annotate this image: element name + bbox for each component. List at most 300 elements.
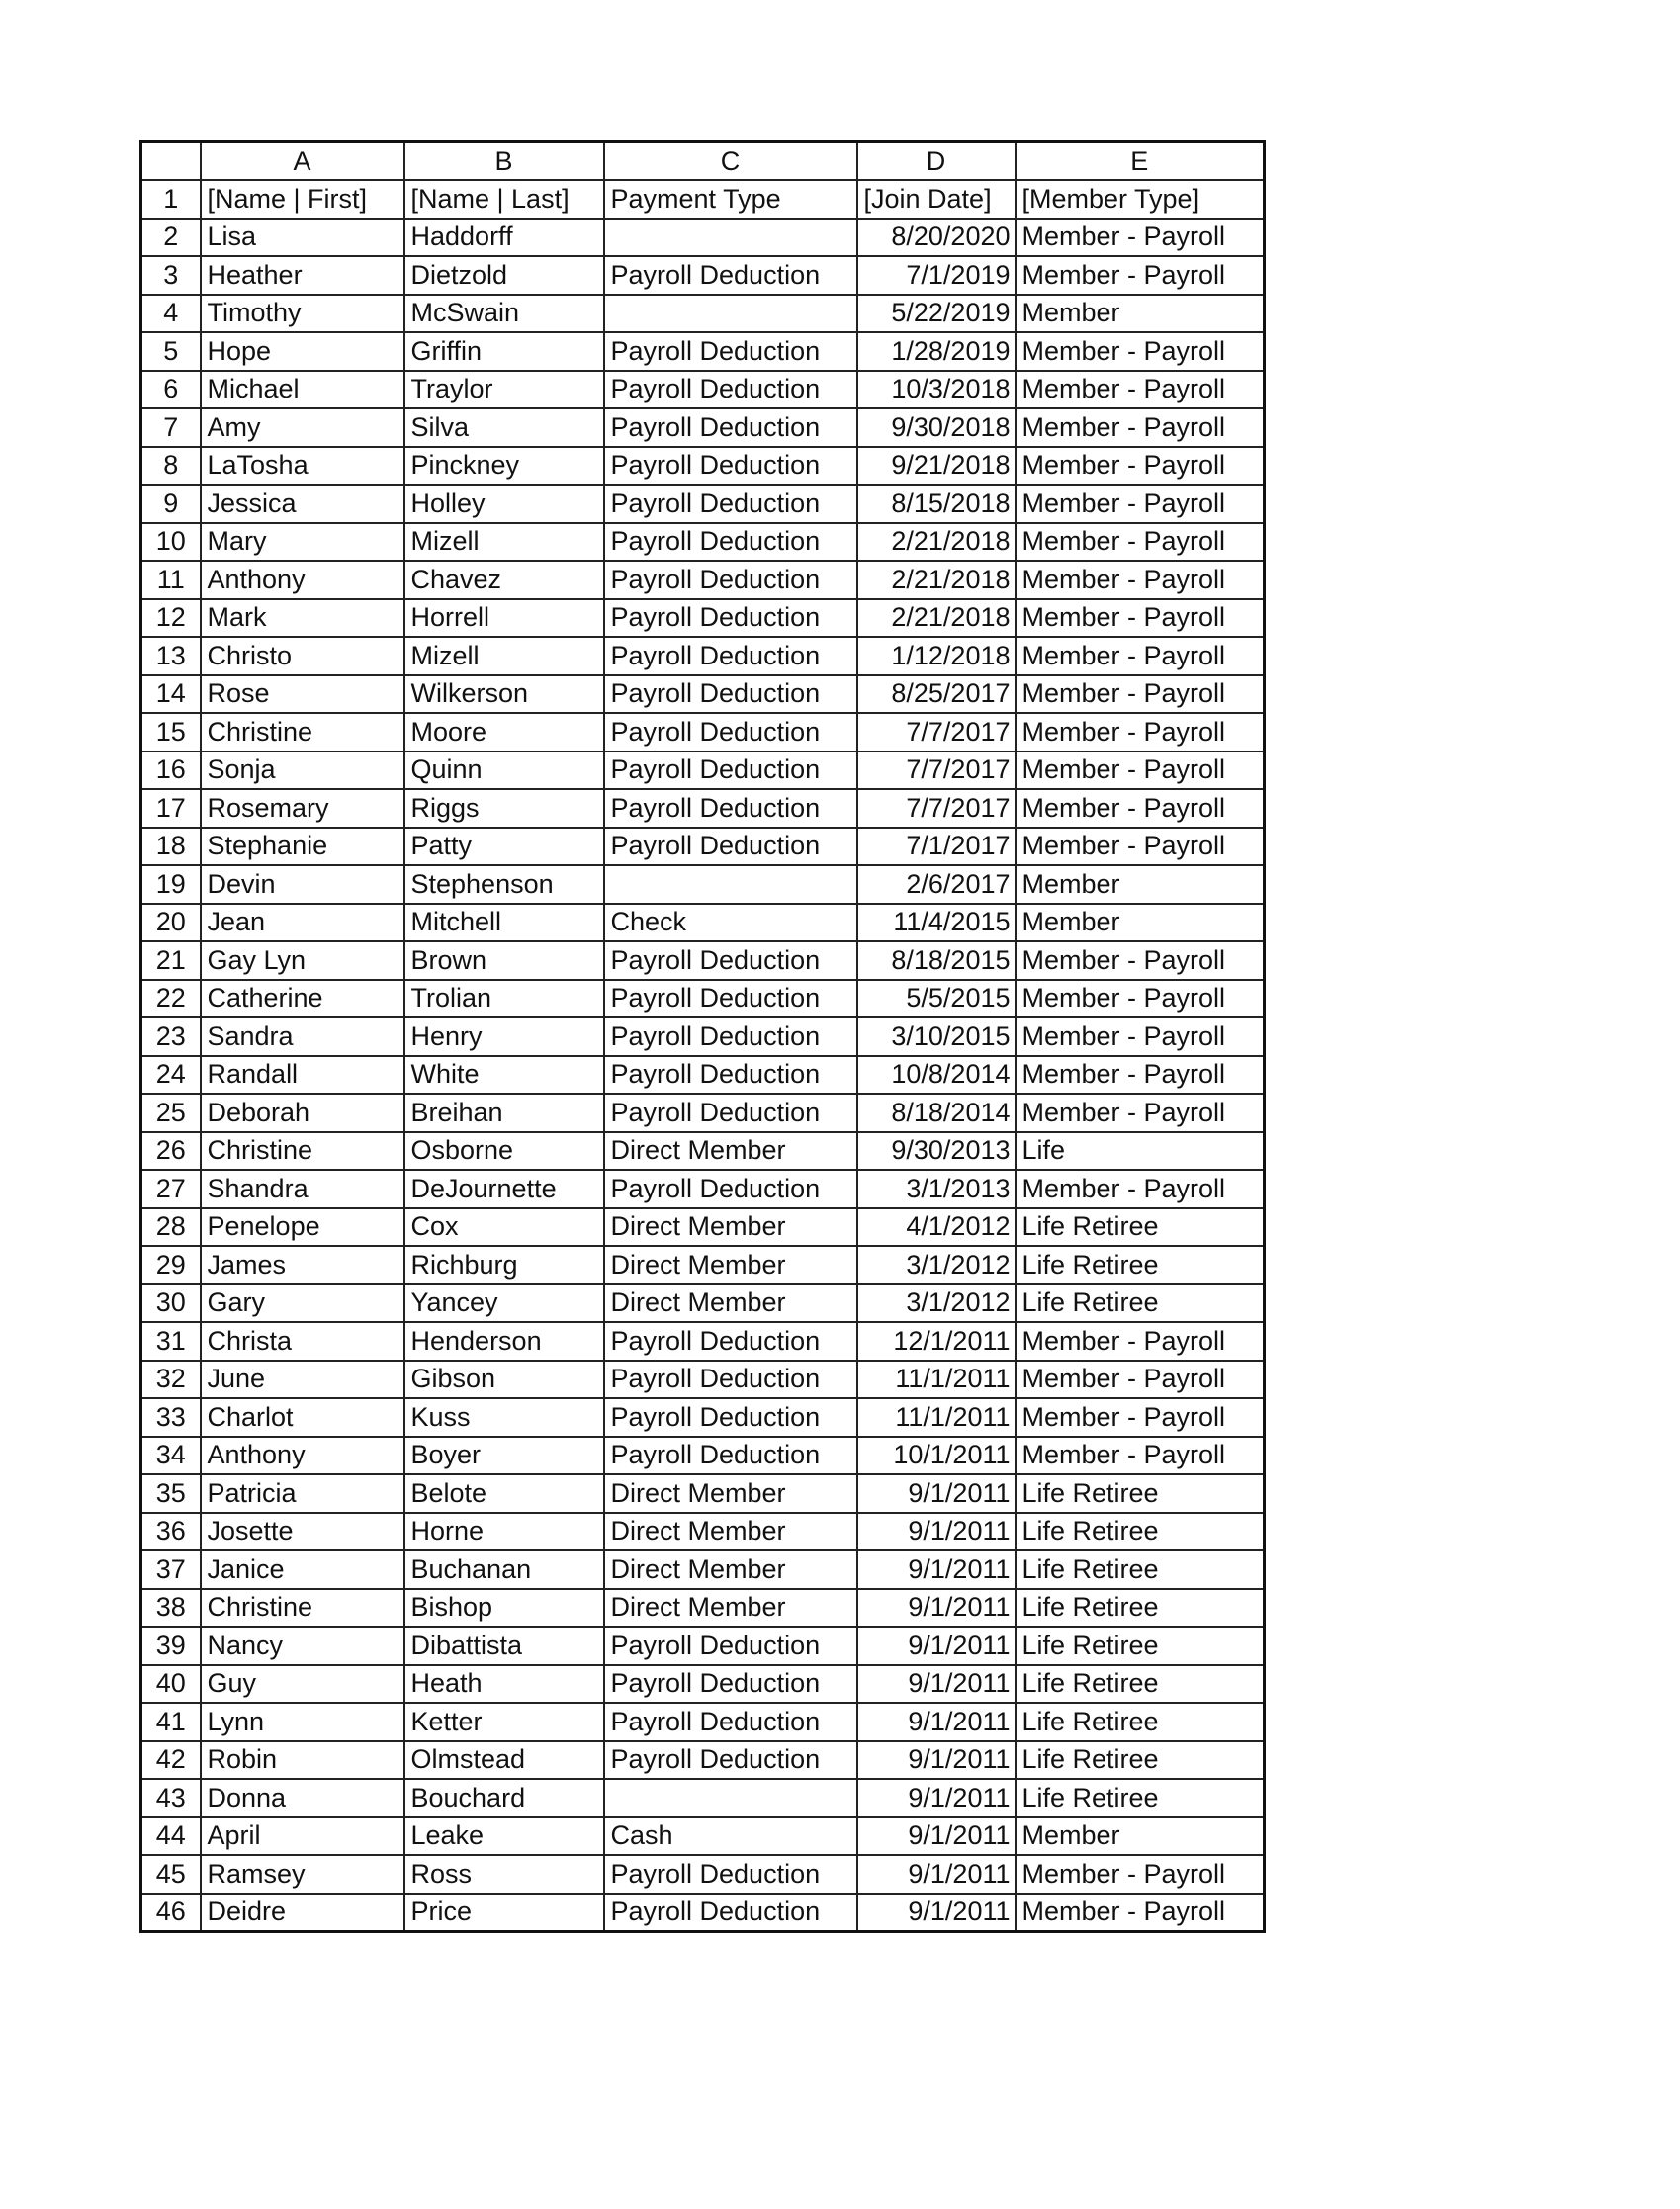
member-type-cell: Life Retiree	[1016, 1284, 1265, 1323]
last-name-cell: Henderson	[404, 1322, 604, 1361]
row-number: 46	[141, 1894, 201, 1932]
first-name-cell: Christine	[201, 713, 404, 751]
column-letter-e: E	[1016, 142, 1265, 181]
table-row	[141, 1817, 1265, 1856]
first-name-cell: Deidre	[201, 1894, 404, 1932]
row-number: 30	[141, 1284, 201, 1323]
row-number: 6	[141, 371, 201, 409]
row-number: 26	[141, 1132, 201, 1171]
payment-type-cell: Direct Member	[604, 1246, 857, 1284]
row-number: 29	[141, 1246, 201, 1284]
last-name-cell: Olmstead	[404, 1741, 604, 1780]
payment-type-cell	[604, 219, 857, 257]
first-name-cell: Timothy	[201, 295, 404, 333]
payment-type-cell	[604, 1779, 857, 1817]
join-date-cell: 7/1/2019	[857, 256, 1016, 295]
first-name-cell: Devin	[201, 865, 404, 904]
first-name-cell: LaTosha	[201, 447, 404, 486]
row-number: 42	[141, 1741, 201, 1780]
row-number: 7	[141, 408, 201, 447]
header-join-date: [Join Date]	[857, 180, 1016, 219]
member-type-cell: Member	[1016, 865, 1265, 904]
table-row	[141, 1170, 1265, 1208]
first-name-cell: James	[201, 1246, 404, 1284]
table-row	[141, 675, 1265, 714]
payment-type-cell: Payroll Deduction	[604, 1322, 857, 1361]
member-type-cell: Member - Payroll	[1016, 1094, 1265, 1132]
last-name-cell: Price	[404, 1894, 604, 1932]
table-row	[141, 1361, 1265, 1399]
table-row	[141, 828, 1265, 866]
join-date-cell: 3/1/2012	[857, 1284, 1016, 1323]
payment-type-cell: Payroll Deduction	[604, 713, 857, 751]
first-name-cell: Hope	[201, 332, 404, 371]
row-number: 21	[141, 941, 201, 980]
join-date-cell: 3/1/2012	[857, 1246, 1016, 1284]
first-name-cell: Mark	[201, 599, 404, 638]
first-name-cell: Amy	[201, 408, 404, 447]
join-date-cell: 11/1/2011	[857, 1361, 1016, 1399]
payment-type-cell: Direct Member	[604, 1474, 857, 1513]
first-name-cell: Lynn	[201, 1703, 404, 1741]
member-type-cell: Member - Payroll	[1016, 751, 1265, 790]
row-number: 14	[141, 675, 201, 714]
payment-type-cell: Payroll Deduction	[604, 1094, 857, 1132]
last-name-cell: Brown	[404, 941, 604, 980]
join-date-cell: 9/1/2011	[857, 1894, 1016, 1932]
table-row	[141, 865, 1265, 904]
last-name-cell: Wilkerson	[404, 675, 604, 714]
payment-type-cell: Payroll Deduction	[604, 1741, 857, 1780]
table-row	[141, 1779, 1265, 1817]
payment-type-cell	[604, 865, 857, 904]
payment-type-cell: Payroll Deduction	[604, 941, 857, 980]
member-type-cell: Member - Payroll	[1016, 941, 1265, 980]
first-name-cell: Gary	[201, 1284, 404, 1323]
payment-type-cell: Direct Member	[604, 1284, 857, 1323]
payment-type-cell: Direct Member	[604, 1132, 857, 1171]
payment-type-cell: Payroll Deduction	[604, 485, 857, 523]
last-name-cell: Haddorff	[404, 219, 604, 257]
table-row	[141, 408, 1265, 447]
last-name-cell: Breihan	[404, 1094, 604, 1132]
column-letter-c: C	[604, 142, 857, 181]
row-number: 27	[141, 1170, 201, 1208]
member-type-cell: Member - Payroll	[1016, 1437, 1265, 1475]
payment-type-cell: Payroll Deduction	[604, 332, 857, 371]
last-name-cell: Cox	[404, 1208, 604, 1247]
join-date-cell: 8/20/2020	[857, 219, 1016, 257]
table-row	[141, 295, 1265, 333]
last-name-cell: Griffin	[404, 332, 604, 371]
member-type-cell: Member - Payroll	[1016, 523, 1265, 562]
table-row	[141, 485, 1265, 523]
join-date-cell: 2/21/2018	[857, 523, 1016, 562]
first-name-cell: Donna	[201, 1779, 404, 1817]
member-type-cell: Member - Payroll	[1016, 1361, 1265, 1399]
last-name-cell: Dibattista	[404, 1627, 604, 1665]
row-number: 24	[141, 1056, 201, 1095]
payment-type-cell: Payroll Deduction	[604, 1056, 857, 1095]
first-name-cell: Sandra	[201, 1017, 404, 1056]
payment-type-cell: Payroll Deduction	[604, 828, 857, 866]
last-name-cell: Gibson	[404, 1361, 604, 1399]
first-name-cell: Michael	[201, 371, 404, 409]
table-row	[141, 1437, 1265, 1475]
member-type-cell: Member	[1016, 1817, 1265, 1856]
row-number: 9	[141, 485, 201, 523]
join-date-cell: 10/8/2014	[857, 1056, 1016, 1095]
column-letter-header	[141, 142, 1265, 181]
last-name-cell: Bouchard	[404, 1779, 604, 1817]
row-number: 17	[141, 789, 201, 828]
join-date-cell: 8/15/2018	[857, 485, 1016, 523]
join-date-cell: 5/22/2019	[857, 295, 1016, 333]
row-number: 8	[141, 447, 201, 486]
row-number: 2	[141, 219, 201, 257]
last-name-cell: Riggs	[404, 789, 604, 828]
join-date-cell: 9/1/2011	[857, 1550, 1016, 1589]
member-type-cell: Member - Payroll	[1016, 1170, 1265, 1208]
first-name-cell: Jessica	[201, 485, 404, 523]
payment-type-cell: Payroll Deduction	[604, 1017, 857, 1056]
table-row	[141, 980, 1265, 1018]
member-type-cell: Life Retiree	[1016, 1550, 1265, 1589]
last-name-cell: Henry	[404, 1017, 604, 1056]
first-name-cell: Christa	[201, 1322, 404, 1361]
header-payment-type: Payment Type	[604, 180, 857, 219]
member-type-cell: Member - Payroll	[1016, 1056, 1265, 1095]
row-number: 32	[141, 1361, 201, 1399]
table-row	[141, 1627, 1265, 1665]
last-name-cell: Mitchell	[404, 904, 604, 942]
member-type-cell: Member - Payroll	[1016, 371, 1265, 409]
last-name-cell: Trolian	[404, 980, 604, 1018]
row-number: 12	[141, 599, 201, 638]
table-row	[141, 1894, 1265, 1932]
first-name-cell: Nancy	[201, 1627, 404, 1665]
first-name-cell: Sonja	[201, 751, 404, 790]
member-type-cell: Life Retiree	[1016, 1741, 1265, 1780]
table-row	[141, 751, 1265, 790]
row-number: 41	[141, 1703, 201, 1741]
row-number: 4	[141, 295, 201, 333]
first-name-cell: Guy	[201, 1665, 404, 1704]
row-number: 43	[141, 1779, 201, 1817]
first-name-cell: Mary	[201, 523, 404, 562]
row-number: 19	[141, 865, 201, 904]
member-type-cell: Member - Payroll	[1016, 447, 1265, 486]
join-date-cell: 9/1/2011	[857, 1589, 1016, 1628]
payment-type-cell: Payroll Deduction	[604, 637, 857, 675]
join-date-cell: 9/1/2011	[857, 1741, 1016, 1780]
payment-type-cell: Direct Member	[604, 1513, 857, 1551]
last-name-cell: Holley	[404, 485, 604, 523]
member-type-cell: Member - Payroll	[1016, 1322, 1265, 1361]
member-type-cell: Member - Payroll	[1016, 675, 1265, 714]
column-letter-b: B	[404, 142, 604, 181]
payment-type-cell: Cash	[604, 1817, 857, 1856]
first-name-cell: April	[201, 1817, 404, 1856]
row-number: 10	[141, 523, 201, 562]
join-date-cell: 5/5/2015	[857, 980, 1016, 1018]
member-type-cell: Member - Payroll	[1016, 219, 1265, 257]
join-date-cell: 9/1/2011	[857, 1703, 1016, 1741]
join-date-cell: 2/6/2017	[857, 865, 1016, 904]
row-number: 11	[141, 561, 201, 599]
last-name-cell: Yancey	[404, 1284, 604, 1323]
payment-type-cell: Payroll Deduction	[604, 371, 857, 409]
last-name-cell: McSwain	[404, 295, 604, 333]
first-name-cell: Rose	[201, 675, 404, 714]
first-name-cell: Christine	[201, 1589, 404, 1628]
join-date-cell: 7/7/2017	[857, 789, 1016, 828]
first-name-cell: Deborah	[201, 1094, 404, 1132]
join-date-cell: 9/21/2018	[857, 447, 1016, 486]
table-row	[141, 1550, 1265, 1589]
member-type-cell: Life Retiree	[1016, 1589, 1265, 1628]
table-row	[141, 523, 1265, 562]
row-number: 40	[141, 1665, 201, 1704]
row-number: 15	[141, 713, 201, 751]
join-date-cell: 2/21/2018	[857, 561, 1016, 599]
row-number: 31	[141, 1322, 201, 1361]
member-type-cell: Member - Payroll	[1016, 1855, 1265, 1894]
first-name-cell: Charlot	[201, 1398, 404, 1437]
payment-type-cell: Payroll Deduction	[604, 1627, 857, 1665]
member-type-cell: Member - Payroll	[1016, 789, 1265, 828]
row-number: 36	[141, 1513, 201, 1551]
join-date-cell: 9/30/2018	[857, 408, 1016, 447]
payment-type-cell: Payroll Deduction	[604, 1894, 857, 1932]
payment-type-cell: Payroll Deduction	[604, 1170, 857, 1208]
member-type-cell: Life Retiree	[1016, 1779, 1265, 1817]
first-name-cell: June	[201, 1361, 404, 1399]
column-letter-row	[141, 142, 1265, 181]
first-name-cell: Rosemary	[201, 789, 404, 828]
payment-type-cell: Direct Member	[604, 1208, 857, 1247]
member-type-cell: Life Retiree	[1016, 1513, 1265, 1551]
last-name-cell: Richburg	[404, 1246, 604, 1284]
join-date-cell: 3/1/2013	[857, 1170, 1016, 1208]
member-type-cell: Life Retiree	[1016, 1246, 1265, 1284]
first-name-cell: Catherine	[201, 980, 404, 1018]
last-name-cell: Moore	[404, 713, 604, 751]
join-date-cell: 11/4/2015	[857, 904, 1016, 942]
join-date-cell: 9/1/2011	[857, 1627, 1016, 1665]
last-name-cell: Stephenson	[404, 865, 604, 904]
member-type-cell: Member - Payroll	[1016, 1398, 1265, 1437]
column-letter-d: D	[857, 142, 1016, 181]
row-number: 39	[141, 1627, 201, 1665]
table-row	[141, 1855, 1265, 1894]
join-date-cell: 1/28/2019	[857, 332, 1016, 371]
last-name-cell: Buchanan	[404, 1550, 604, 1589]
row-number: 16	[141, 751, 201, 790]
last-name-cell: Pinckney	[404, 447, 604, 486]
join-date-cell: 1/12/2018	[857, 637, 1016, 675]
payment-type-cell: Payroll Deduction	[604, 751, 857, 790]
last-name-cell: Patty	[404, 828, 604, 866]
first-name-cell: Shandra	[201, 1170, 404, 1208]
first-name-cell: Penelope	[201, 1208, 404, 1247]
member-type-cell: Life Retiree	[1016, 1208, 1265, 1247]
header-member-type: [Member Type]	[1016, 180, 1265, 219]
last-name-cell: Quinn	[404, 751, 604, 790]
join-date-cell: 8/25/2017	[857, 675, 1016, 714]
row-number: 34	[141, 1437, 201, 1475]
payment-type-cell: Payroll Deduction	[604, 447, 857, 486]
header-first-name: [Name | First]	[201, 180, 404, 219]
table-row	[141, 447, 1265, 486]
member-type-cell: Member - Payroll	[1016, 713, 1265, 751]
table-row	[141, 941, 1265, 980]
payment-type-cell: Payroll Deduction	[604, 561, 857, 599]
row-number: 37	[141, 1550, 201, 1589]
first-name-cell: Ramsey	[201, 1855, 404, 1894]
spreadsheet-body	[141, 180, 1265, 1932]
member-type-cell: Member - Payroll	[1016, 1894, 1265, 1932]
payment-type-cell: Payroll Deduction	[604, 980, 857, 1018]
first-name-cell: Heather	[201, 256, 404, 295]
member-type-cell: Member - Payroll	[1016, 332, 1265, 371]
first-name-cell: Jean	[201, 904, 404, 942]
row-number: 25	[141, 1094, 201, 1132]
member-type-cell: Life Retiree	[1016, 1665, 1265, 1704]
first-name-cell: Patricia	[201, 1474, 404, 1513]
table-row	[141, 1208, 1265, 1247]
last-name-cell: Heath	[404, 1665, 604, 1704]
last-name-cell: Horrell	[404, 599, 604, 638]
last-name-cell: Belote	[404, 1474, 604, 1513]
member-type-cell: Life	[1016, 1132, 1265, 1171]
table-row	[141, 1056, 1265, 1095]
table-row	[141, 904, 1265, 942]
payment-type-cell: Payroll Deduction	[604, 1665, 857, 1704]
last-name-cell: Ketter	[404, 1703, 604, 1741]
join-date-cell: 10/3/2018	[857, 371, 1016, 409]
last-name-cell: Chavez	[404, 561, 604, 599]
join-date-cell: 7/7/2017	[857, 751, 1016, 790]
payment-type-cell: Payroll Deduction	[604, 1703, 857, 1741]
row-number: 28	[141, 1208, 201, 1247]
table-row	[141, 1513, 1265, 1551]
first-name-cell: Christine	[201, 1132, 404, 1171]
payment-type-cell	[604, 295, 857, 333]
row-number: 33	[141, 1398, 201, 1437]
member-type-cell: Member - Payroll	[1016, 599, 1265, 638]
table-row	[141, 256, 1265, 295]
table-row	[141, 713, 1265, 751]
table-row	[141, 637, 1265, 675]
payment-type-cell: Payroll Deduction	[604, 1437, 857, 1475]
member-type-cell: Member	[1016, 904, 1265, 942]
last-name-cell: Boyer	[404, 1437, 604, 1475]
join-date-cell: 3/10/2015	[857, 1017, 1016, 1056]
member-type-cell: Life Retiree	[1016, 1703, 1265, 1741]
payment-type-cell: Payroll Deduction	[604, 599, 857, 638]
first-name-cell: Gay Lyn	[201, 941, 404, 980]
last-name-cell: Ross	[404, 1855, 604, 1894]
table-row	[141, 1246, 1265, 1284]
row-number: 38	[141, 1589, 201, 1628]
row-number: 23	[141, 1017, 201, 1056]
row-number: 35	[141, 1474, 201, 1513]
payment-type-cell: Payroll Deduction	[604, 256, 857, 295]
column-letter-a: A	[201, 142, 404, 181]
corner-cell	[141, 142, 201, 181]
first-name-cell: Lisa	[201, 219, 404, 257]
join-date-cell: 8/18/2015	[857, 941, 1016, 980]
member-type-cell: Life Retiree	[1016, 1627, 1265, 1665]
join-date-cell: 9/1/2011	[857, 1855, 1016, 1894]
first-name-cell: Anthony	[201, 1437, 404, 1475]
table-row	[141, 599, 1265, 638]
payment-type-cell: Payroll Deduction	[604, 1398, 857, 1437]
join-date-cell: 9/1/2011	[857, 1474, 1016, 1513]
header-last-name: [Name | Last]	[404, 180, 604, 219]
join-date-cell: 9/1/2011	[857, 1513, 1016, 1551]
join-date-cell: 10/1/2011	[857, 1437, 1016, 1475]
first-name-cell: Josette	[201, 1513, 404, 1551]
payment-type-cell: Payroll Deduction	[604, 789, 857, 828]
member-type-cell: Life Retiree	[1016, 1474, 1265, 1513]
member-type-cell: Member - Payroll	[1016, 980, 1265, 1018]
join-date-cell: 2/21/2018	[857, 599, 1016, 638]
join-date-cell: 11/1/2011	[857, 1398, 1016, 1437]
member-type-cell: Member - Payroll	[1016, 828, 1265, 866]
member-spreadsheet-table	[139, 140, 1266, 1933]
last-name-cell: DeJournette	[404, 1170, 604, 1208]
first-name-cell: Anthony	[201, 561, 404, 599]
member-type-cell: Member - Payroll	[1016, 485, 1265, 523]
last-name-cell: Leake	[404, 1817, 604, 1856]
join-date-cell: 7/7/2017	[857, 713, 1016, 751]
table-row	[141, 1284, 1265, 1323]
member-type-cell: Member - Payroll	[1016, 256, 1265, 295]
payment-type-cell: Payroll Deduction	[604, 1855, 857, 1894]
row-number: 44	[141, 1817, 201, 1856]
row-number: 45	[141, 1855, 201, 1894]
member-type-cell: Member - Payroll	[1016, 1017, 1265, 1056]
row-number: 22	[141, 980, 201, 1018]
last-name-cell: Traylor	[404, 371, 604, 409]
last-name-cell: White	[404, 1056, 604, 1095]
first-name-cell: Janice	[201, 1550, 404, 1589]
header-row	[141, 180, 1265, 219]
row-number: 20	[141, 904, 201, 942]
last-name-cell: Mizell	[404, 523, 604, 562]
join-date-cell: 9/1/2011	[857, 1665, 1016, 1704]
payment-type-cell: Payroll Deduction	[604, 1361, 857, 1399]
first-name-cell: Stephanie	[201, 828, 404, 866]
join-date-cell: 9/1/2011	[857, 1779, 1016, 1817]
table-row	[141, 1322, 1265, 1361]
table-row	[141, 371, 1265, 409]
table-row	[141, 1094, 1265, 1132]
table-row	[141, 1589, 1265, 1628]
row-number: 13	[141, 637, 201, 675]
member-type-cell: Member - Payroll	[1016, 408, 1265, 447]
last-name-cell: Silva	[404, 408, 604, 447]
join-date-cell: 9/30/2013	[857, 1132, 1016, 1171]
table-row	[141, 789, 1265, 828]
first-name-cell: Robin	[201, 1741, 404, 1780]
table-row	[141, 1398, 1265, 1437]
join-date-cell: 12/1/2011	[857, 1322, 1016, 1361]
member-type-cell: Member - Payroll	[1016, 561, 1265, 599]
row-number: 18	[141, 828, 201, 866]
